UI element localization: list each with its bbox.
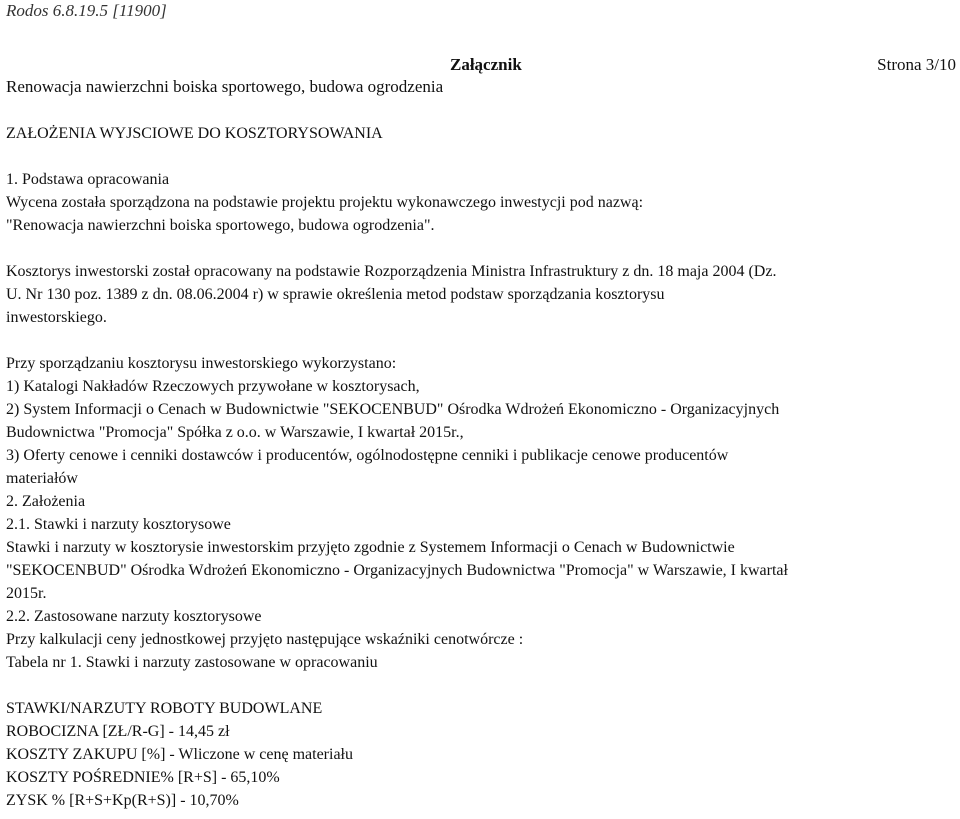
spacer xyxy=(6,145,806,168)
text-line: 3) Oferty cenowe i cenniki dostawców i producentów, ogólnodostępne cenniki i publikacje cenowe producentów xyxy=(6,447,729,464)
text-line: Kosztorys inwestorski został opracowany na podstawie Rozporządzenia Ministra Infrastruktury z dn. 18 maja 2004 (Dz. xyxy=(6,263,777,280)
spacer xyxy=(6,237,806,260)
text-line: 2015r. xyxy=(6,585,47,602)
text-line: Przy kalkulacji ceny jednostkowej przyjęto następujące wskaźniki cenotwórcze : xyxy=(6,631,524,648)
section-heading: 2.2. Zastosowane narzuty kosztorysowe xyxy=(6,608,262,625)
rate-line: KOSZTY ZAKUPU [%] - Wliczone w cenę materiału xyxy=(6,746,353,763)
document-body xyxy=(6,122,806,812)
text-line: Stawki i narzuty w kosztorysie inwestorskim przyjęto zgodnie z Systemem Informacji o Cenach w Budownictwie xyxy=(6,539,735,556)
section-heading: 2.1. Stawki i narzuty kosztorysowe xyxy=(6,516,231,533)
text-line: materiałów xyxy=(6,470,78,487)
rates-heading: STAWKI/NARZUTY ROBOTY BUDOWLANE xyxy=(6,700,323,717)
text-line: 2) System Informacji o Cenach w Budownictwie "SEKOCENBUD" Ośrodka Wdrożeń Ekonomiczno - Organizacyjnych xyxy=(6,401,780,418)
rate-line: KOSZTY POŚREDNIE% [R+S] - 65,10% xyxy=(6,769,280,786)
text-line: "SEKOCENBUD" Ośrodka Wdrożeń Ekonomiczno - Organizacyjnych Budownictwa "Promocja" w Warszawie, I kwartał xyxy=(6,562,788,579)
text-line: Przy sporządzaniu kosztorysu inwestorskiego wykorzystano: xyxy=(6,355,397,372)
rate-line: ZYSK % [R+S+Kp(R+S)] - 10,70% xyxy=(6,792,239,809)
rate-line: ROBOCIZNA [ZŁ/R-G] - 14,45 zł xyxy=(6,723,230,740)
document-title: ZAŁOŻENIA WYJSCIOWE DO KOSZTORYSOWANIA xyxy=(6,125,383,142)
section-heading: 2. Założenia xyxy=(6,493,86,510)
text-line: inwestorskiego. xyxy=(6,309,107,326)
page-number: Strona 3/10 xyxy=(877,55,956,74)
project-title: Renowacja nawierzchni boiska sportowego, budowa ogrodzenia xyxy=(6,77,444,96)
text-line: "Renowacja nawierzchni boiska sportowego, budowa ogrodzenia". xyxy=(6,217,435,234)
text-line: Wycena została sporządzona na podstawie projektu projektu wykonawczego inwestycji pod nazwą: xyxy=(6,194,644,211)
attachment-label: Załącznik xyxy=(450,55,522,74)
text-line: 1) Katalogi Nakładów Rzeczowych przywołane w kosztorysach, xyxy=(6,378,420,395)
text-line: U. Nr 130 poz. 1389 z dn. 08.06.2004 r) w sprawie określenia metod podstaw sporządzania kosztorysu xyxy=(6,286,665,303)
table-caption: Tabela nr 1. Stawki i narzuty zastosowane w opracowaniu xyxy=(6,654,378,671)
section-heading: 1. Podstawa opracowania xyxy=(6,171,170,188)
text-line: Budownictwa "Promocja" Spółka z o.o. w Warszawie, I kwartał 2015r., xyxy=(6,424,464,441)
software-version: Rodos 6.8.19.5 [11900] xyxy=(6,1,167,20)
page-header xyxy=(6,54,958,98)
spacer xyxy=(6,674,806,697)
spacer xyxy=(6,329,806,352)
